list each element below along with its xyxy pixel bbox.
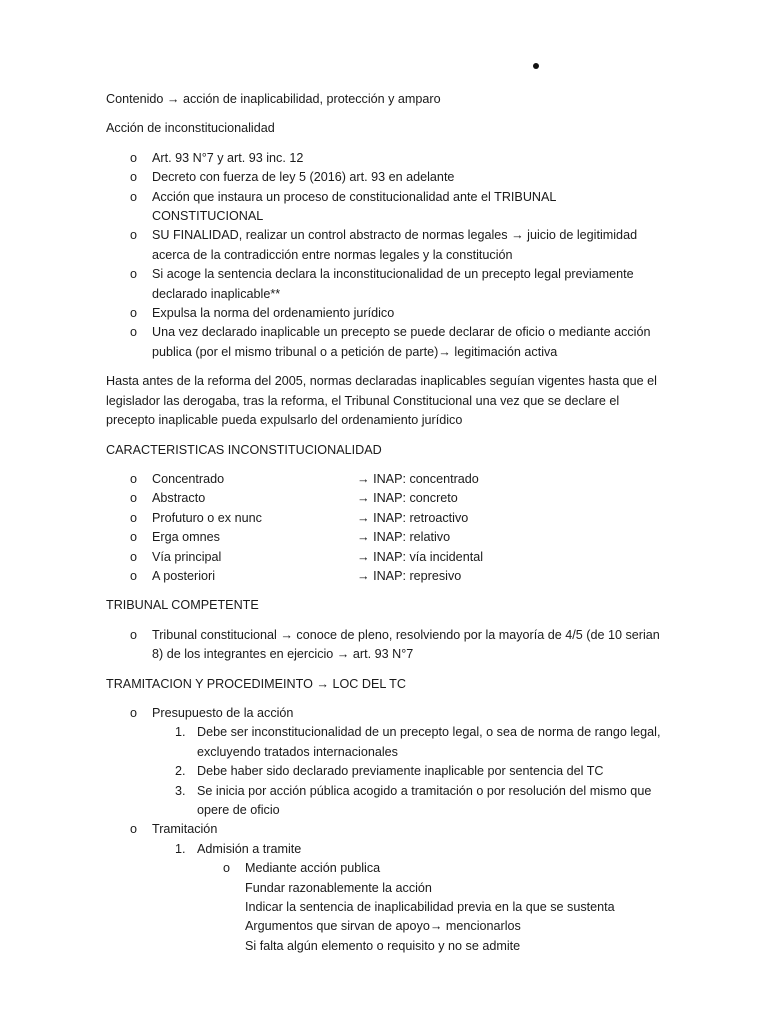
list-item: o Art. 93 N°7 y art. 93 inc. 12 bbox=[106, 149, 666, 168]
sub-line: Si falta algún elemento o requisito y no se admite bbox=[245, 938, 521, 953]
numbered-item: 2. Debe haber sido declarado previamente inaplicable por sentencia del TC bbox=[175, 764, 604, 779]
section-heading-accion: Acción de inconstitucionalidad bbox=[106, 121, 275, 136]
list-item: o Una vez declarado inaplicable un precepto se puede declarar de oficio o mediante acción publica (por el mismo tribunal o a petición de parte)→ legitimación activa bbox=[106, 323, 666, 362]
tribunal-list bbox=[106, 626, 666, 665]
stray-mark bbox=[533, 63, 539, 69]
sub-list-item: o Mediante acción publica bbox=[106, 859, 666, 878]
list-item bbox=[106, 489, 666, 508]
char-right: → INAP: concentrado bbox=[357, 471, 479, 486]
list-item: o Tribunal constitucional → conoce de pleno, resolviendo por la mayoría de 4/5 (de 10 serian 8) de los integrantes en ejercicio → art. 93 N°7 bbox=[106, 626, 666, 665]
numbered-item: 1. Admisión a tramite bbox=[175, 841, 302, 856]
char-left: Erga omnes bbox=[152, 530, 220, 545]
section-heading-caracteristicas: CARACTERISTICAS INCONSTITUCIONALIDAD bbox=[106, 442, 382, 457]
list-item-presupuesto bbox=[106, 704, 666, 723]
document-content bbox=[106, 90, 666, 956]
list-item: o Expulsa la norma del ordenamiento jurídico bbox=[106, 304, 666, 323]
char-left: Profuturo o ex nunc bbox=[152, 510, 262, 525]
tramitacion-list bbox=[106, 704, 666, 723]
content-line: Contenido → acción de inaplicabilidad, protección y amparo bbox=[106, 92, 441, 106]
presupuesto-label: Presupuesto de la acción bbox=[152, 705, 294, 720]
section-heading-tribunal: TRIBUNAL COMPETENTE bbox=[106, 598, 259, 613]
list-item bbox=[106, 548, 666, 567]
list-item bbox=[106, 567, 666, 586]
char-left: Vía principal bbox=[152, 549, 222, 564]
admision-sublist bbox=[106, 859, 666, 878]
char-right: → INAP: concreto bbox=[357, 491, 458, 506]
char-right: → INAP: retroactivo bbox=[357, 510, 469, 525]
list-item bbox=[106, 528, 666, 547]
list-item bbox=[106, 509, 666, 528]
list-item: o Decreto con fuerza de ley 5 (2016) art. 93 en adelante bbox=[106, 168, 666, 187]
list-item: o Acción que instaura un proceso de constitucionalidad ante el TRIBUNAL CONSTITUCIONAL bbox=[106, 188, 666, 227]
list-item-tramitacion: o Tramitación bbox=[106, 820, 666, 839]
list-item: o Si acoge la sentencia declara la inconstitucionalidad de un precepto legal previamente declarado inaplicable** bbox=[106, 265, 666, 304]
numbered-item: 1. Debe ser inconstitucionalidad de un precepto legal, o sea de norma de rango legal, excluyendo tratados internacionales bbox=[175, 725, 661, 759]
section-heading-tramitacion: TRAMITACION Y PROCEDIMEINTO → LOC DEL TC bbox=[106, 676, 406, 691]
numbered-item: 3. Se inicia por acción pública acogido a tramitación o por resolución del mismo que opere de oficio bbox=[175, 783, 652, 817]
list-item bbox=[106, 470, 666, 489]
presupuesto-numbered-list bbox=[106, 723, 666, 820]
list-item: o SU FINALIDAD, realizar un control abstracto de normas legales → juicio de legitimidad acerca de la contradicción entre normas legales y la constitución bbox=[106, 226, 666, 265]
bullet-list-accion bbox=[106, 149, 666, 362]
char-left: A posteriori bbox=[152, 568, 215, 583]
reform-paragraph: Hasta antes de la reforma del 2005, normas declaradas inaplicables seguían vigentes hasta que el legislador las derogaba, tras la reforma, el Tribunal Constitucional una vez que se declare el precepto inaplicable pueda expulsarlo del ordenamiento jurídico bbox=[106, 374, 657, 428]
sub-line: Fundar razonablemente la acción bbox=[245, 880, 432, 895]
tramitacion-list-2 bbox=[106, 820, 666, 839]
char-right: → INAP: relativo bbox=[357, 530, 451, 545]
char-left: Abstracto bbox=[152, 491, 206, 506]
sub-line: Argumentos que sirvan de apoyo→ mencionarlos bbox=[245, 919, 521, 934]
sub-line: Indicar la sentencia de inaplicabilidad previa en la que se sustenta bbox=[245, 900, 615, 915]
char-right: → INAP: vía incidental bbox=[357, 549, 483, 564]
char-left: Concentrado bbox=[152, 471, 225, 486]
char-right: → INAP: represivo bbox=[357, 568, 462, 583]
characteristics-list bbox=[106, 470, 666, 586]
tramitacion-numbered-list bbox=[106, 840, 666, 859]
